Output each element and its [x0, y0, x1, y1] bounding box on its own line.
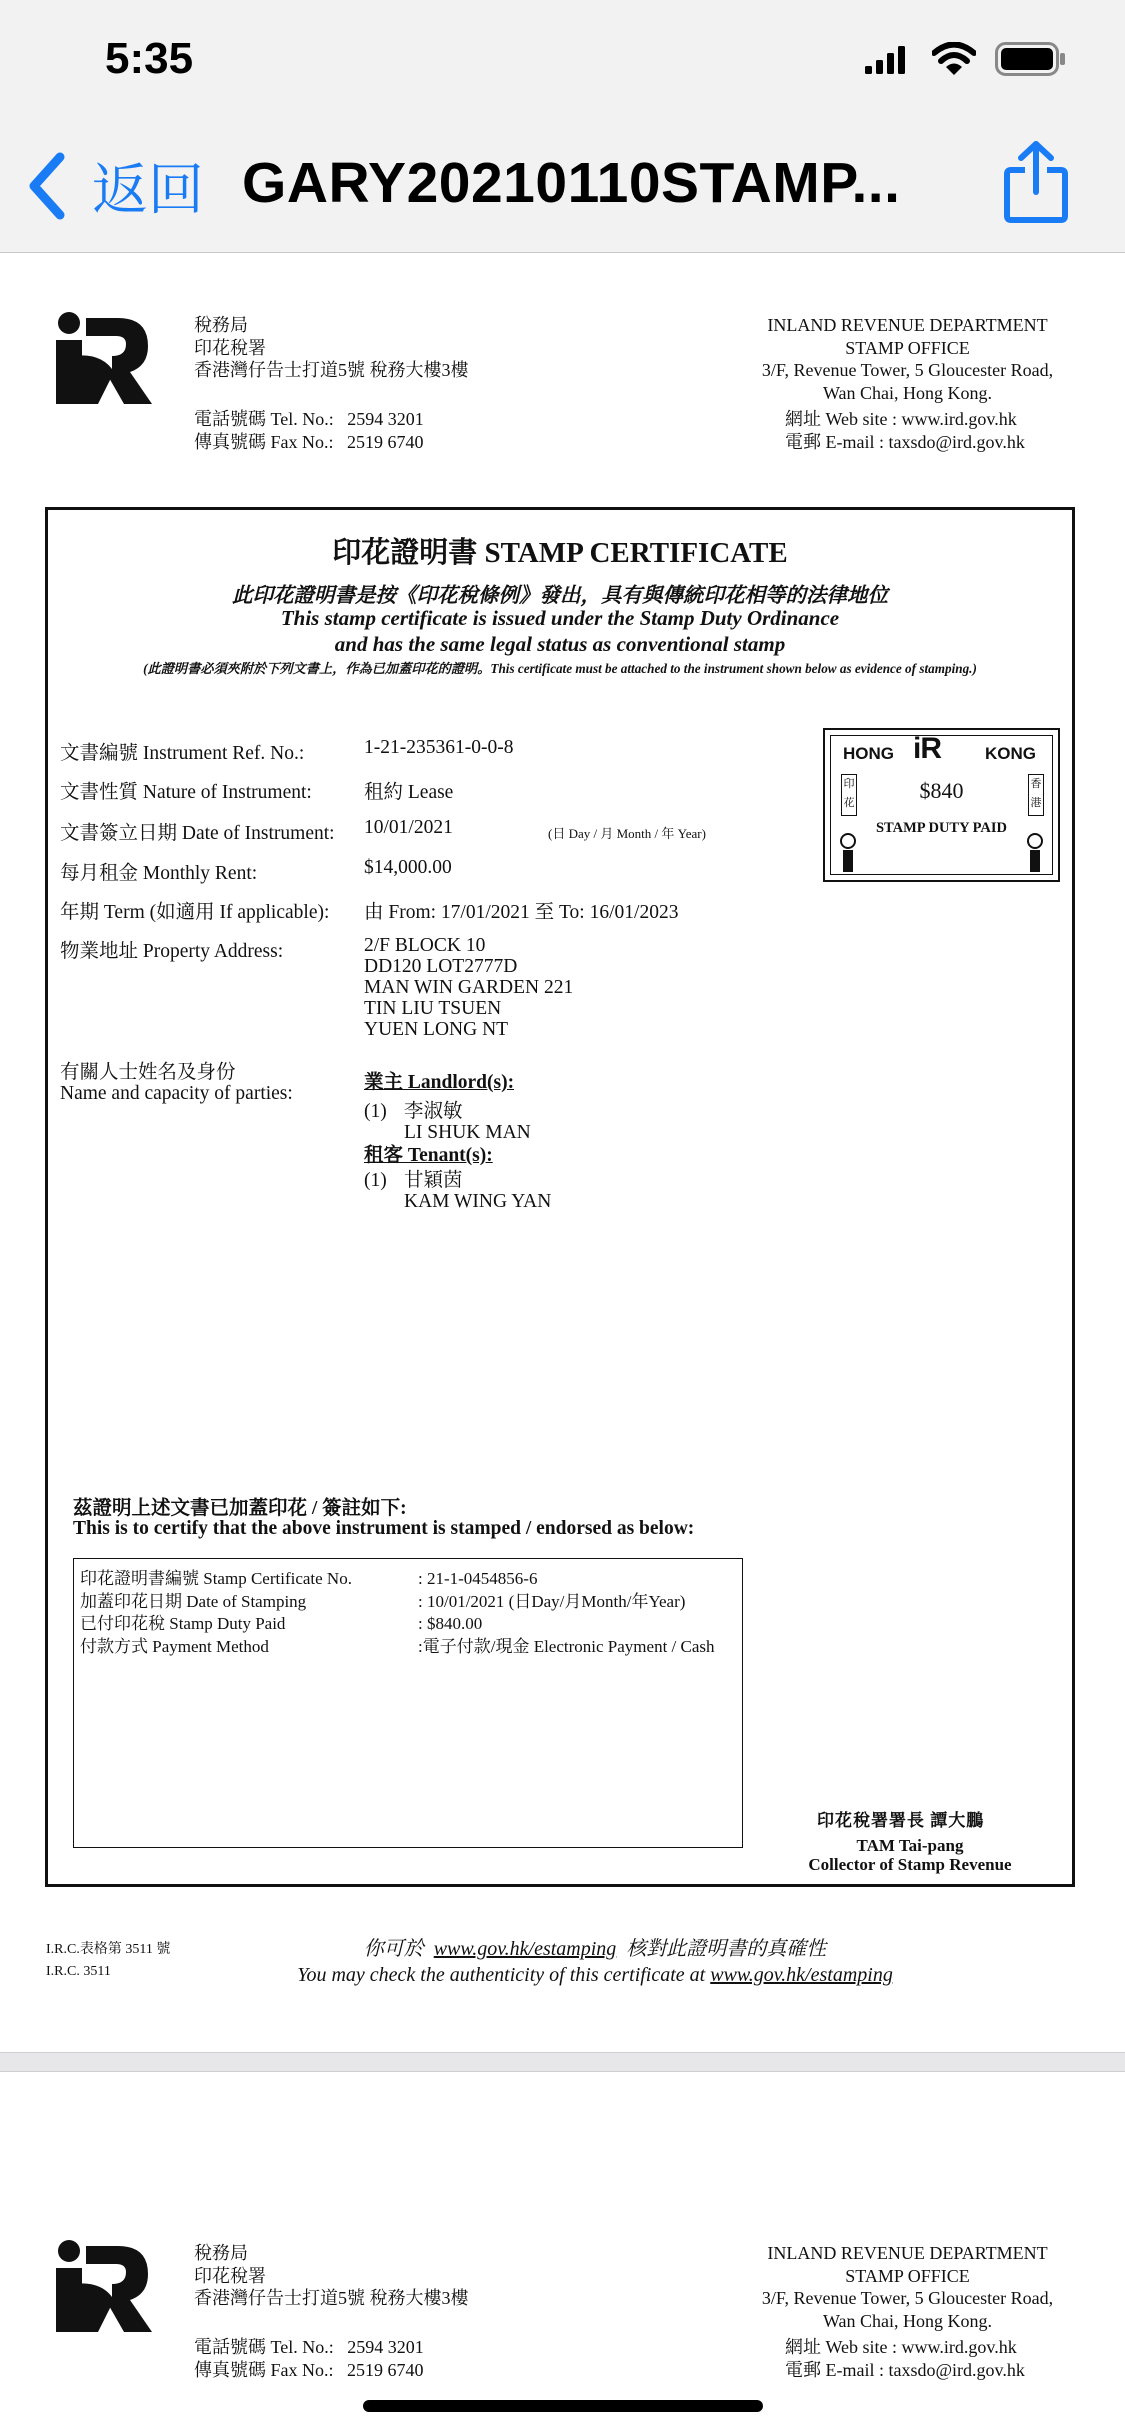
back-label: 返回 — [92, 158, 204, 223]
page-separator — [0, 2052, 1125, 2072]
share-icon[interactable] — [1003, 140, 1069, 224]
navigation-header — [0, 0, 1125, 253]
letterhead-en: INLAND REVENUE DEPARTMENT STAMP OFFICE 3/F, Revenue Tower, 5 Gloucester Road, Wan Chai, Hong Kong. — [761, 315, 1054, 403]
letterhead-zh: 稅務局 印花稅署 香港灣仔告士打道5號 稅務大樓3樓 — [194, 315, 469, 380]
wifi-icon — [932, 42, 976, 76]
letterhead-web: 網址 Web site : www.ird.gov.hk 電郵 E-mail : taxsdo@ird.gov.hk — [785, 409, 1025, 452]
stamp-ornament-icon — [1026, 832, 1044, 874]
letterhead-en: INLAND REVENUE DEPARTMENT STAMP OFFICE 3/F, Revenue Tower, 5 Gloucester Road, Wan Chai, Hong Kong. — [761, 2243, 1054, 2331]
collector-signature: TAM Tai-pang Collector of Stamp Revenue — [808, 1836, 1012, 1874]
authenticity-note-zh: 你可於 www.gov.hk/estamping 核對此證明書的真確性 — [363, 1938, 827, 1960]
legal-status-en-1: This stamp certificate is issued under the Stamp Duty Ordinance — [280, 606, 840, 630]
date-format-note: (日 Day / 月 Month / 年 Year) — [548, 826, 706, 841]
letterhead-contact: 電話號碼 Tel. No.: 2594 3201 傳真號碼 Fax No.: 2519 6740 — [194, 2337, 424, 2380]
parties-label: 有關人士姓名及身份 Name and capacity of parties: — [60, 1062, 293, 1104]
status-time: 5:35 — [105, 34, 194, 83]
ird-logo — [52, 312, 152, 406]
address-label: 物業地址 Property Address: — [60, 941, 284, 962]
letterhead-zh: 稅務局 印花稅署 香港灣仔告士打道5號 稅務大樓3樓 — [194, 2243, 469, 2308]
field-value-date: 10/01/2021 — [364, 817, 453, 838]
attachment-note: (此證明書必須夾附於下列文書上，作為已加蓋印花的證明。This certificate must be attached to the instrument shown below as evidence of stamping.) — [143, 661, 977, 676]
landlord-heading: 業主 Landlord(s): — [364, 1072, 515, 1093]
certificate-title: 印花證明書 STAMP CERTIFICATE — [332, 537, 788, 569]
certify-statement-zh: 茲證明上述文書已加蓋印花 / 簽註如下: — [73, 1498, 407, 1519]
parties-list: 業主 Landlord(s): (1) 李淑敏 LI SHUK MAN 租客 Tenant(s): (1) 甘穎茵 KAM WING YAN — [364, 1072, 552, 1212]
certify-statement-en: This is to certify that the above instrument is stamped / endorsed as below: — [73, 1518, 695, 1539]
estamping-link[interactable]: www.gov.hk/estamping — [433, 1938, 617, 1960]
home-indicator[interactable] — [363, 2400, 763, 2412]
field-label-nature: 文書性質 Nature of Instrument: — [60, 782, 312, 803]
estamping-link[interactable]: www.gov.hk/estamping — [710, 1964, 893, 1986]
tenant-heading: 租客 Tenant(s): — [364, 1145, 493, 1166]
ird-logo — [52, 2240, 152, 2334]
field-label-term: 年期 Term (如適用 If applicable): — [60, 902, 330, 923]
field-label-date: 文書簽立日期 Date of Instrument: — [60, 823, 335, 844]
endorsement-values: : 21-1-0454856-6 : 10/01/2021 (日Day/月Month/年Year) : $840.00 :電子付款/現金 Electronic Payment / Cash — [418, 1569, 715, 1656]
stamp-ornament-icon — [839, 832, 857, 874]
property-address: 2/F BLOCK 10 DD120 LOT2777D MAN WIN GARDEN 221 TIN LIU TSUEN YUEN LONG NT — [364, 935, 574, 1040]
stamp-amount: $840 — [919, 778, 964, 803]
cellular-signal-icon — [865, 46, 907, 74]
field-value-term: 由 From: 17/01/2021 至 To: 16/01/2023 — [364, 902, 679, 923]
endorsement-labels: 印花證明書編號 Stamp Certificate No. 加蓋印花日期 Date of Stamping 已付印花稅 Stamp Duty Paid 付款方式 Payment Method — [80, 1569, 352, 1656]
letterhead-web: 網址 Web site : www.ird.gov.hk 電郵 E-mail : taxsdo@ird.gov.hk — [785, 2337, 1025, 2380]
collector-zh: 印花稅署署長 譚大鵬 — [817, 1811, 985, 1830]
legal-status-en-2: and has the same legal status as conventional stamp — [334, 632, 786, 656]
battery-icon — [995, 42, 1067, 76]
stamp-duty-stamp: HONG iR KONG 印花 香港 $840 STAMP DUTY PAID — [823, 728, 1060, 882]
chevron-left-icon — [24, 151, 70, 221]
letterhead-contact: 電話號碼 Tel. No.: 2594 3201 傳真號碼 Fax No.: 2519 6740 — [194, 409, 424, 452]
form-number: I.R.C.表格第 3511 號 I.R.C. 3511 — [46, 1942, 171, 1979]
authenticity-note-en: You may check the authenticity of this certificate at www.gov.hk/estamping — [297, 1964, 893, 1986]
stamp-logo: iR — [913, 732, 941, 765]
back-button[interactable] — [24, 146, 204, 226]
document-title: GARY20210110STAMP... — [242, 151, 901, 215]
field-value-ref: 1-21-235361-0-0-8 — [364, 737, 514, 758]
field-label-ref: 文書編號 Instrument Ref. No.: — [60, 743, 305, 764]
legal-status-zh: 此印花證明書是按《印花稅條例》發出，具有與傳統印花相等的法律地位 — [232, 585, 888, 607]
field-value-rent: $14,000.00 — [364, 857, 452, 878]
field-value-nature: 租約 Lease — [364, 782, 454, 803]
field-label-rent: 每月租金 Monthly Rent: — [60, 863, 258, 884]
